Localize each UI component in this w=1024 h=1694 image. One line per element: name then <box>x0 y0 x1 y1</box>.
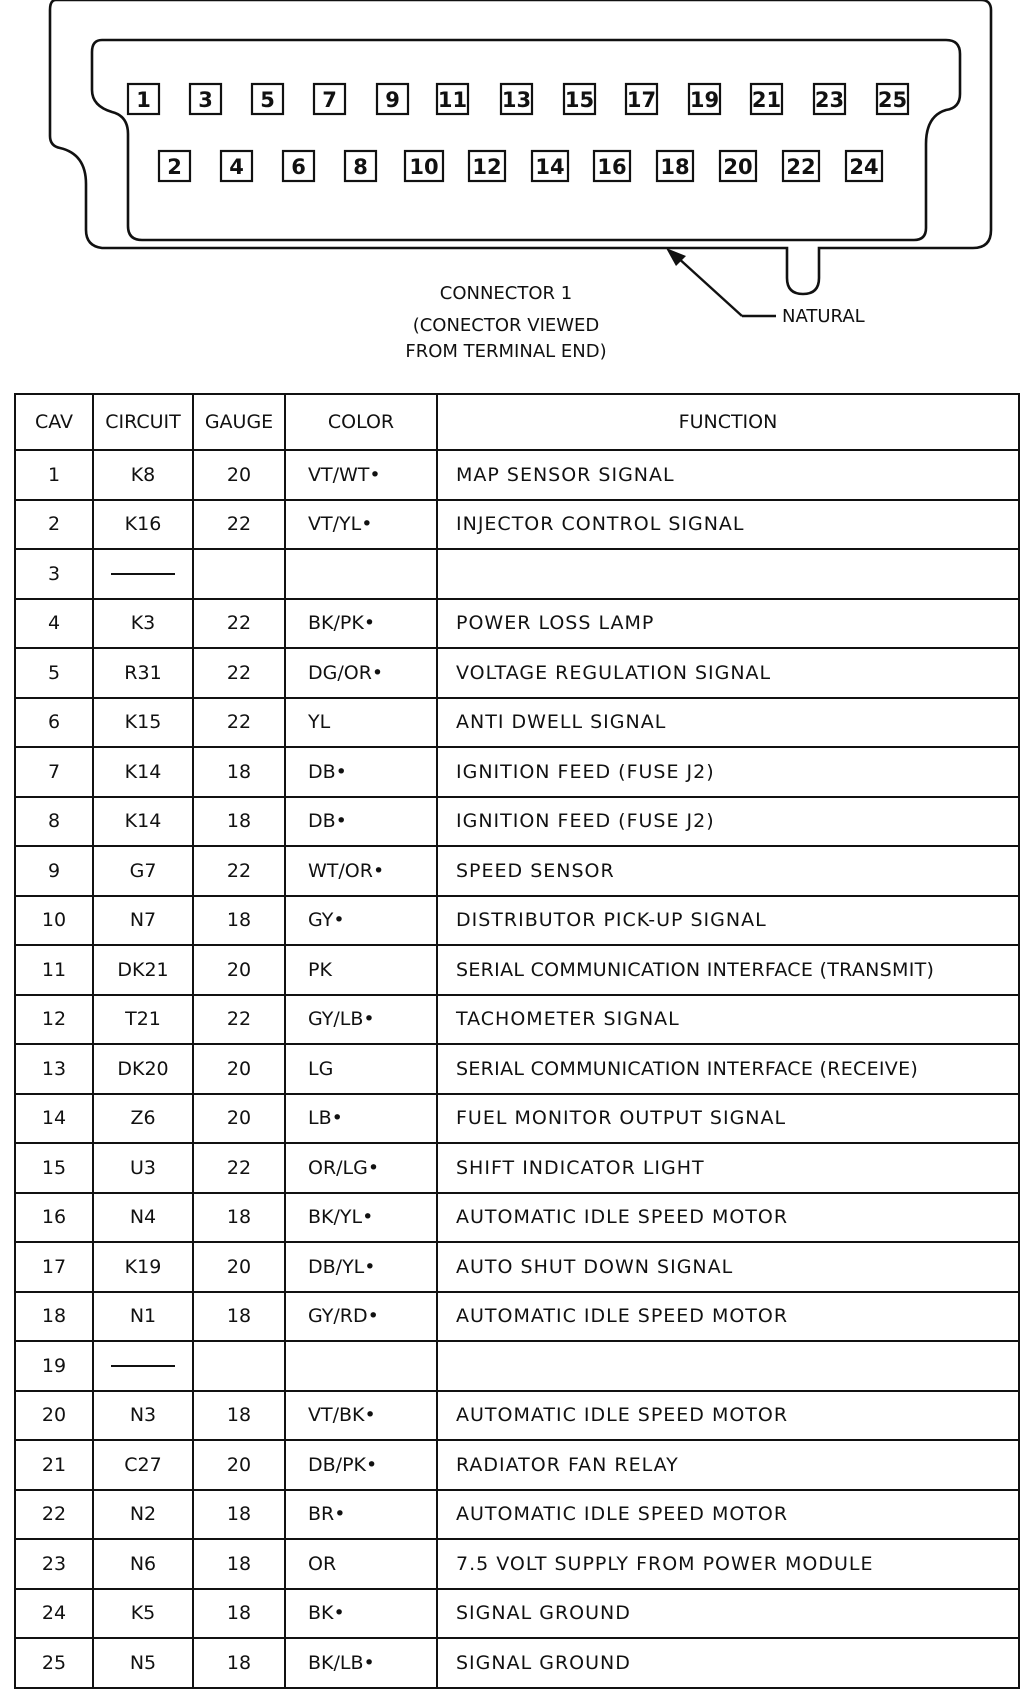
gauge-cell: 22 <box>193 599 285 649</box>
circuit-cell <box>93 549 193 599</box>
circuit-cell: N1 <box>93 1292 193 1342</box>
pin-label: 17 <box>626 88 657 112</box>
cav-cell: 3 <box>15 549 93 599</box>
gauge-cell: 18 <box>193 1193 285 1243</box>
connector-cavity-outline <box>92 40 960 240</box>
pinout-table <box>14 393 1020 1689</box>
gauge-cell: 18 <box>193 1539 285 1589</box>
color-cell: VT/WT• <box>285 450 437 500</box>
color-cell: BK/PK• <box>285 599 437 649</box>
function-cell: DISTRIBUTOR PICK-UP SIGNAL <box>437 896 1019 946</box>
pin-label: 3 <box>198 88 213 112</box>
cav-cell: 6 <box>15 698 93 748</box>
function-cell: POWER LOSS LAMP <box>437 599 1019 649</box>
cav-cell: 1 <box>15 450 93 500</box>
table-row <box>15 698 1019 748</box>
table-row <box>15 1539 1019 1589</box>
table-row <box>15 846 1019 896</box>
function-cell: AUTOMATIC IDLE SPEED MOTOR <box>437 1391 1019 1441</box>
circuit-cell: G7 <box>93 846 193 896</box>
function-cell <box>437 549 1019 599</box>
gauge-cell: 22 <box>193 648 285 698</box>
cav-cell: 11 <box>15 945 93 995</box>
function-cell: VOLTAGE REGULATION SIGNAL <box>437 648 1019 698</box>
circuit-cell: K15 <box>93 698 193 748</box>
pin-label: 8 <box>353 155 368 179</box>
pin-label: 10 <box>409 155 439 179</box>
cav-cell: 5 <box>15 648 93 698</box>
table-row <box>15 1242 1019 1292</box>
function-cell: INJECTOR CONTROL SIGNAL <box>437 500 1019 550</box>
table-row <box>15 648 1019 698</box>
pin-label: 6 <box>291 155 306 179</box>
circuit-cell: N7 <box>93 896 193 946</box>
color-cell: DB/YL• <box>285 1242 437 1292</box>
function-cell: IGNITION FEED (FUSE J2) <box>437 797 1019 847</box>
connector-housing-outline <box>50 0 991 294</box>
function-cell: AUTOMATIC IDLE SPEED MOTOR <box>437 1490 1019 1540</box>
circuit-cell: T21 <box>93 995 193 1045</box>
pin-label: 16 <box>597 155 627 179</box>
pin-label: 21 <box>751 88 782 112</box>
color-cell: DB/PK• <box>285 1440 437 1490</box>
gauge-cell: 18 <box>193 1391 285 1441</box>
circuit-cell: K14 <box>93 797 193 847</box>
gauge-cell: 20 <box>193 1242 285 1292</box>
cav-cell: 16 <box>15 1193 93 1243</box>
top-pin-row <box>128 84 908 114</box>
circuit-cell: K8 <box>93 450 193 500</box>
table-row <box>15 599 1019 649</box>
cav-cell: 17 <box>15 1242 93 1292</box>
unused-dash <box>111 1365 175 1367</box>
header-color: COLOR <box>285 394 437 450</box>
connector-caption-line3: FROM TERMINAL END) <box>405 341 607 362</box>
gauge-cell: 18 <box>193 1638 285 1688</box>
table-row <box>15 747 1019 797</box>
table-row <box>15 797 1019 847</box>
pin-label: 5 <box>260 88 275 112</box>
color-cell: LB• <box>285 1094 437 1144</box>
table-row <box>15 1638 1019 1688</box>
pin-label: 22 <box>786 155 816 179</box>
table-row <box>15 1143 1019 1193</box>
pin-label: 24 <box>849 155 879 179</box>
gauge-cell: 20 <box>193 1094 285 1144</box>
color-cell: OR <box>285 1539 437 1589</box>
cav-cell: 4 <box>15 599 93 649</box>
pin-label: 11 <box>437 88 468 112</box>
color-cell: BK• <box>285 1589 437 1639</box>
pin-label: 4 <box>229 155 244 179</box>
color-cell: VT/BK• <box>285 1391 437 1441</box>
color-cell: VT/YL• <box>285 500 437 550</box>
gauge-cell: 22 <box>193 846 285 896</box>
table-row <box>15 1391 1019 1441</box>
gauge-cell: 18 <box>193 747 285 797</box>
function-cell: SPEED SENSOR <box>437 846 1019 896</box>
cav-cell: 10 <box>15 896 93 946</box>
function-cell: SHIFT INDICATOR LIGHT <box>437 1143 1019 1193</box>
header-gauge: GAUGE <box>193 394 285 450</box>
cav-cell: 13 <box>15 1044 93 1094</box>
pin-label: 25 <box>877 88 908 112</box>
cav-cell: 2 <box>15 500 93 550</box>
function-cell: AUTOMATIC IDLE SPEED MOTOR <box>437 1292 1019 1342</box>
cav-cell: 12 <box>15 995 93 1045</box>
circuit-cell: K3 <box>93 599 193 649</box>
color-cell: WT/OR• <box>285 846 437 896</box>
circuit-cell: K19 <box>93 1242 193 1292</box>
function-cell: IGNITION FEED (FUSE J2) <box>437 747 1019 797</box>
pin-label: 15 <box>564 88 595 112</box>
gauge-cell: 18 <box>193 1292 285 1342</box>
function-cell: FUEL MONITOR OUTPUT SIGNAL <box>437 1094 1019 1144</box>
table-row <box>15 995 1019 1045</box>
circuit-cell: N5 <box>93 1638 193 1688</box>
table-row <box>15 896 1019 946</box>
color-cell: GY/LB• <box>285 995 437 1045</box>
cav-cell: 20 <box>15 1391 93 1441</box>
gauge-cell: 18 <box>193 1490 285 1540</box>
color-cell: PK <box>285 945 437 995</box>
color-cell <box>285 1341 437 1391</box>
color-cell: DB• <box>285 747 437 797</box>
connector-caption-title: CONNECTOR 1 <box>439 283 573 304</box>
function-cell <box>437 1341 1019 1391</box>
circuit-cell <box>93 1341 193 1391</box>
connector-diagram <box>0 0 1024 370</box>
cav-cell: 19 <box>15 1341 93 1391</box>
function-cell: ANTI DWELL SIGNAL <box>437 698 1019 748</box>
color-cell: GY• <box>285 896 437 946</box>
table-row <box>15 549 1019 599</box>
cav-cell: 18 <box>15 1292 93 1342</box>
color-cell: BK/YL• <box>285 1193 437 1243</box>
function-cell: MAP SENSOR SIGNAL <box>437 450 1019 500</box>
function-cell: SERIAL COMMUNICATION INTERFACE (RECEIVE) <box>437 1044 1019 1094</box>
pin-label: 12 <box>472 155 502 179</box>
table-row <box>15 945 1019 995</box>
cav-cell: 9 <box>15 846 93 896</box>
circuit-cell: C27 <box>93 1440 193 1490</box>
function-cell: SERIAL COMMUNICATION INTERFACE (TRANSMIT) <box>437 945 1019 995</box>
function-cell: RADIATOR FAN RELAY <box>437 1440 1019 1490</box>
pin-label: 7 <box>322 88 337 112</box>
circuit-cell: N3 <box>93 1391 193 1441</box>
header-circuit: CIRCUIT <box>93 394 193 450</box>
table-row <box>15 1094 1019 1144</box>
table-row <box>15 1440 1019 1490</box>
table-header-row <box>15 394 1019 450</box>
gauge-cell: 20 <box>193 1044 285 1094</box>
pin-label: 18 <box>660 155 690 179</box>
color-cell: GY/RD• <box>285 1292 437 1342</box>
cav-cell: 14 <box>15 1094 93 1144</box>
bottom-pin-row <box>159 151 882 181</box>
color-cell: BR• <box>285 1490 437 1540</box>
cav-cell: 15 <box>15 1143 93 1193</box>
pin-label: 20 <box>723 155 753 179</box>
cav-cell: 8 <box>15 797 93 847</box>
gauge-cell: 18 <box>193 797 285 847</box>
circuit-cell: U3 <box>93 1143 193 1193</box>
pin-label: 19 <box>689 88 720 112</box>
gauge-cell: 20 <box>193 450 285 500</box>
color-cell <box>285 549 437 599</box>
function-cell: SIGNAL GROUND <box>437 1589 1019 1639</box>
gauge-cell: 22 <box>193 698 285 748</box>
function-cell: AUTO SHUT DOWN SIGNAL <box>437 1242 1019 1292</box>
circuit-cell: K5 <box>93 1589 193 1639</box>
table-row <box>15 500 1019 550</box>
function-cell: SIGNAL GROUND <box>437 1638 1019 1688</box>
color-cell: DB• <box>285 797 437 847</box>
cav-cell: 21 <box>15 1440 93 1490</box>
gauge-cell: 18 <box>193 1589 285 1639</box>
gauge-cell <box>193 549 285 599</box>
color-cell: BK/LB• <box>285 1638 437 1688</box>
header-cav: CAV <box>15 394 93 450</box>
color-cell: YL <box>285 698 437 748</box>
circuit-cell: DK20 <box>93 1044 193 1094</box>
cav-cell: 25 <box>15 1638 93 1688</box>
pin-label: 13 <box>501 88 532 112</box>
circuit-cell: R31 <box>93 648 193 698</box>
gauge-cell: 22 <box>193 1143 285 1193</box>
connector-caption-line2: (CONECTOR VIEWED <box>412 315 600 336</box>
color-cell: OR/LG• <box>285 1143 437 1193</box>
table-row <box>15 1589 1019 1639</box>
color-cell: LG <box>285 1044 437 1094</box>
circuit-cell: N2 <box>93 1490 193 1540</box>
cav-cell: 24 <box>15 1589 93 1639</box>
function-cell: AUTOMATIC IDLE SPEED MOTOR <box>437 1193 1019 1243</box>
gauge-cell: 22 <box>193 500 285 550</box>
table-row <box>15 1292 1019 1342</box>
table-row <box>15 1490 1019 1540</box>
leader-line <box>676 256 742 316</box>
circuit-cell: Z6 <box>93 1094 193 1144</box>
pin-label: 23 <box>814 88 845 112</box>
table-row <box>15 1044 1019 1094</box>
table-row <box>15 1193 1019 1243</box>
pin-label: 1 <box>136 88 151 112</box>
circuit-cell: K16 <box>93 500 193 550</box>
pin-label: 9 <box>385 88 400 112</box>
function-cell: TACHOMETER SIGNAL <box>437 995 1019 1045</box>
gauge-cell: 20 <box>193 1440 285 1490</box>
circuit-cell: N6 <box>93 1539 193 1589</box>
header-function: FUNCTION <box>437 394 1019 450</box>
circuit-cell: N4 <box>93 1193 193 1243</box>
cav-cell: 22 <box>15 1490 93 1540</box>
circuit-cell: DK21 <box>93 945 193 995</box>
gauge-cell: 20 <box>193 945 285 995</box>
cav-cell: 23 <box>15 1539 93 1589</box>
color-cell: DG/OR• <box>285 648 437 698</box>
table-row <box>15 1341 1019 1391</box>
pin-label: 14 <box>535 155 565 179</box>
unused-dash <box>111 573 175 575</box>
connector-color-label: NATURAL <box>782 306 865 327</box>
circuit-cell: K14 <box>93 747 193 797</box>
gauge-cell: 22 <box>193 995 285 1045</box>
pin-label: 2 <box>167 155 182 179</box>
gauge-cell <box>193 1341 285 1391</box>
table-row <box>15 450 1019 500</box>
gauge-cell: 18 <box>193 896 285 946</box>
function-cell: 7.5 VOLT SUPPLY FROM POWER MODULE <box>437 1539 1019 1589</box>
cav-cell: 7 <box>15 747 93 797</box>
